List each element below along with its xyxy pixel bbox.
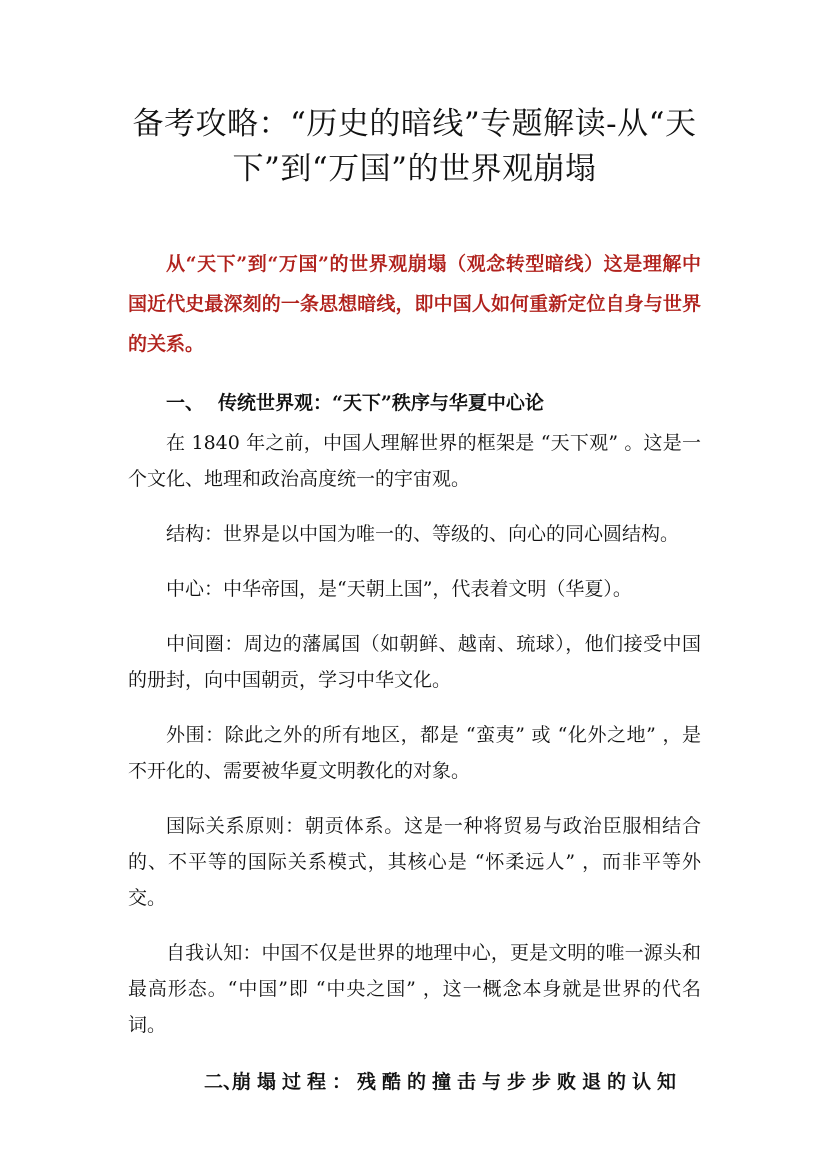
paragraph-middle-circle: 中间圈：周边的藩属国（如朝鲜、越南、琉球），他们接受中国的册封，向中国朝贡，学习中华文化。: [128, 633, 701, 691]
section-2-heading: [128, 1062, 701, 1102]
paragraph-structure: 结构：世界是以中国为唯一的、等级的、向心的同心圆结构。: [166, 523, 680, 545]
intro-paragraph: 从“天下”到“万国”的世界观崩塌（观念转型暗线）这是理解中国近代史最深刻的一条思想暗线，即中国人如何重新定位自身与世界的关系。: [128, 253, 701, 355]
paragraph-tianxia-intro: 在 1840 年之前，中国人理解世界的框架是 “天下观” 。这是一个文化、地理和政治高度统一的宇宙观。: [128, 432, 701, 490]
section-1-title: 传统世界观：“天下”秩序与华夏中心论: [218, 392, 544, 414]
document-title: 备考攻略：“历史的暗线”专题解读-从“天下”到“万国”的世界观崩塌: [132, 106, 697, 187]
paragraph-international-relations: 国际关系原则：朝贡体系。这是一种将贸易与政治臣服相结合的、不平等的国际关系模式，其核心是 “怀柔远人” ，而非平等外交。: [128, 815, 701, 909]
section-2-number: 二、: [204, 1071, 243, 1093]
section-1-number: 一、: [166, 392, 205, 414]
paragraph-outer-circle: 外围：除此之外的所有地区，都是 “蛮夷” 或 “化外之地” ，是不开化的、需要被华夏文明教化的对象。: [128, 724, 701, 782]
paragraph-center: 中心：中华帝国，是“天朝上国”，代表着文明（华夏）。: [166, 578, 632, 600]
section-1-heading: [128, 383, 701, 423]
paragraph-self-perception: 自我认知：中国不仅是世界的地理中心，更是文明的唯一源头和最高形态。“中国”即 “中央之国” ，这一概念本身就是世界的代名词。: [128, 942, 701, 1036]
section-2-title: 崩塌过程：残酷的撞击与步步败退的认知: [232, 1071, 683, 1093]
